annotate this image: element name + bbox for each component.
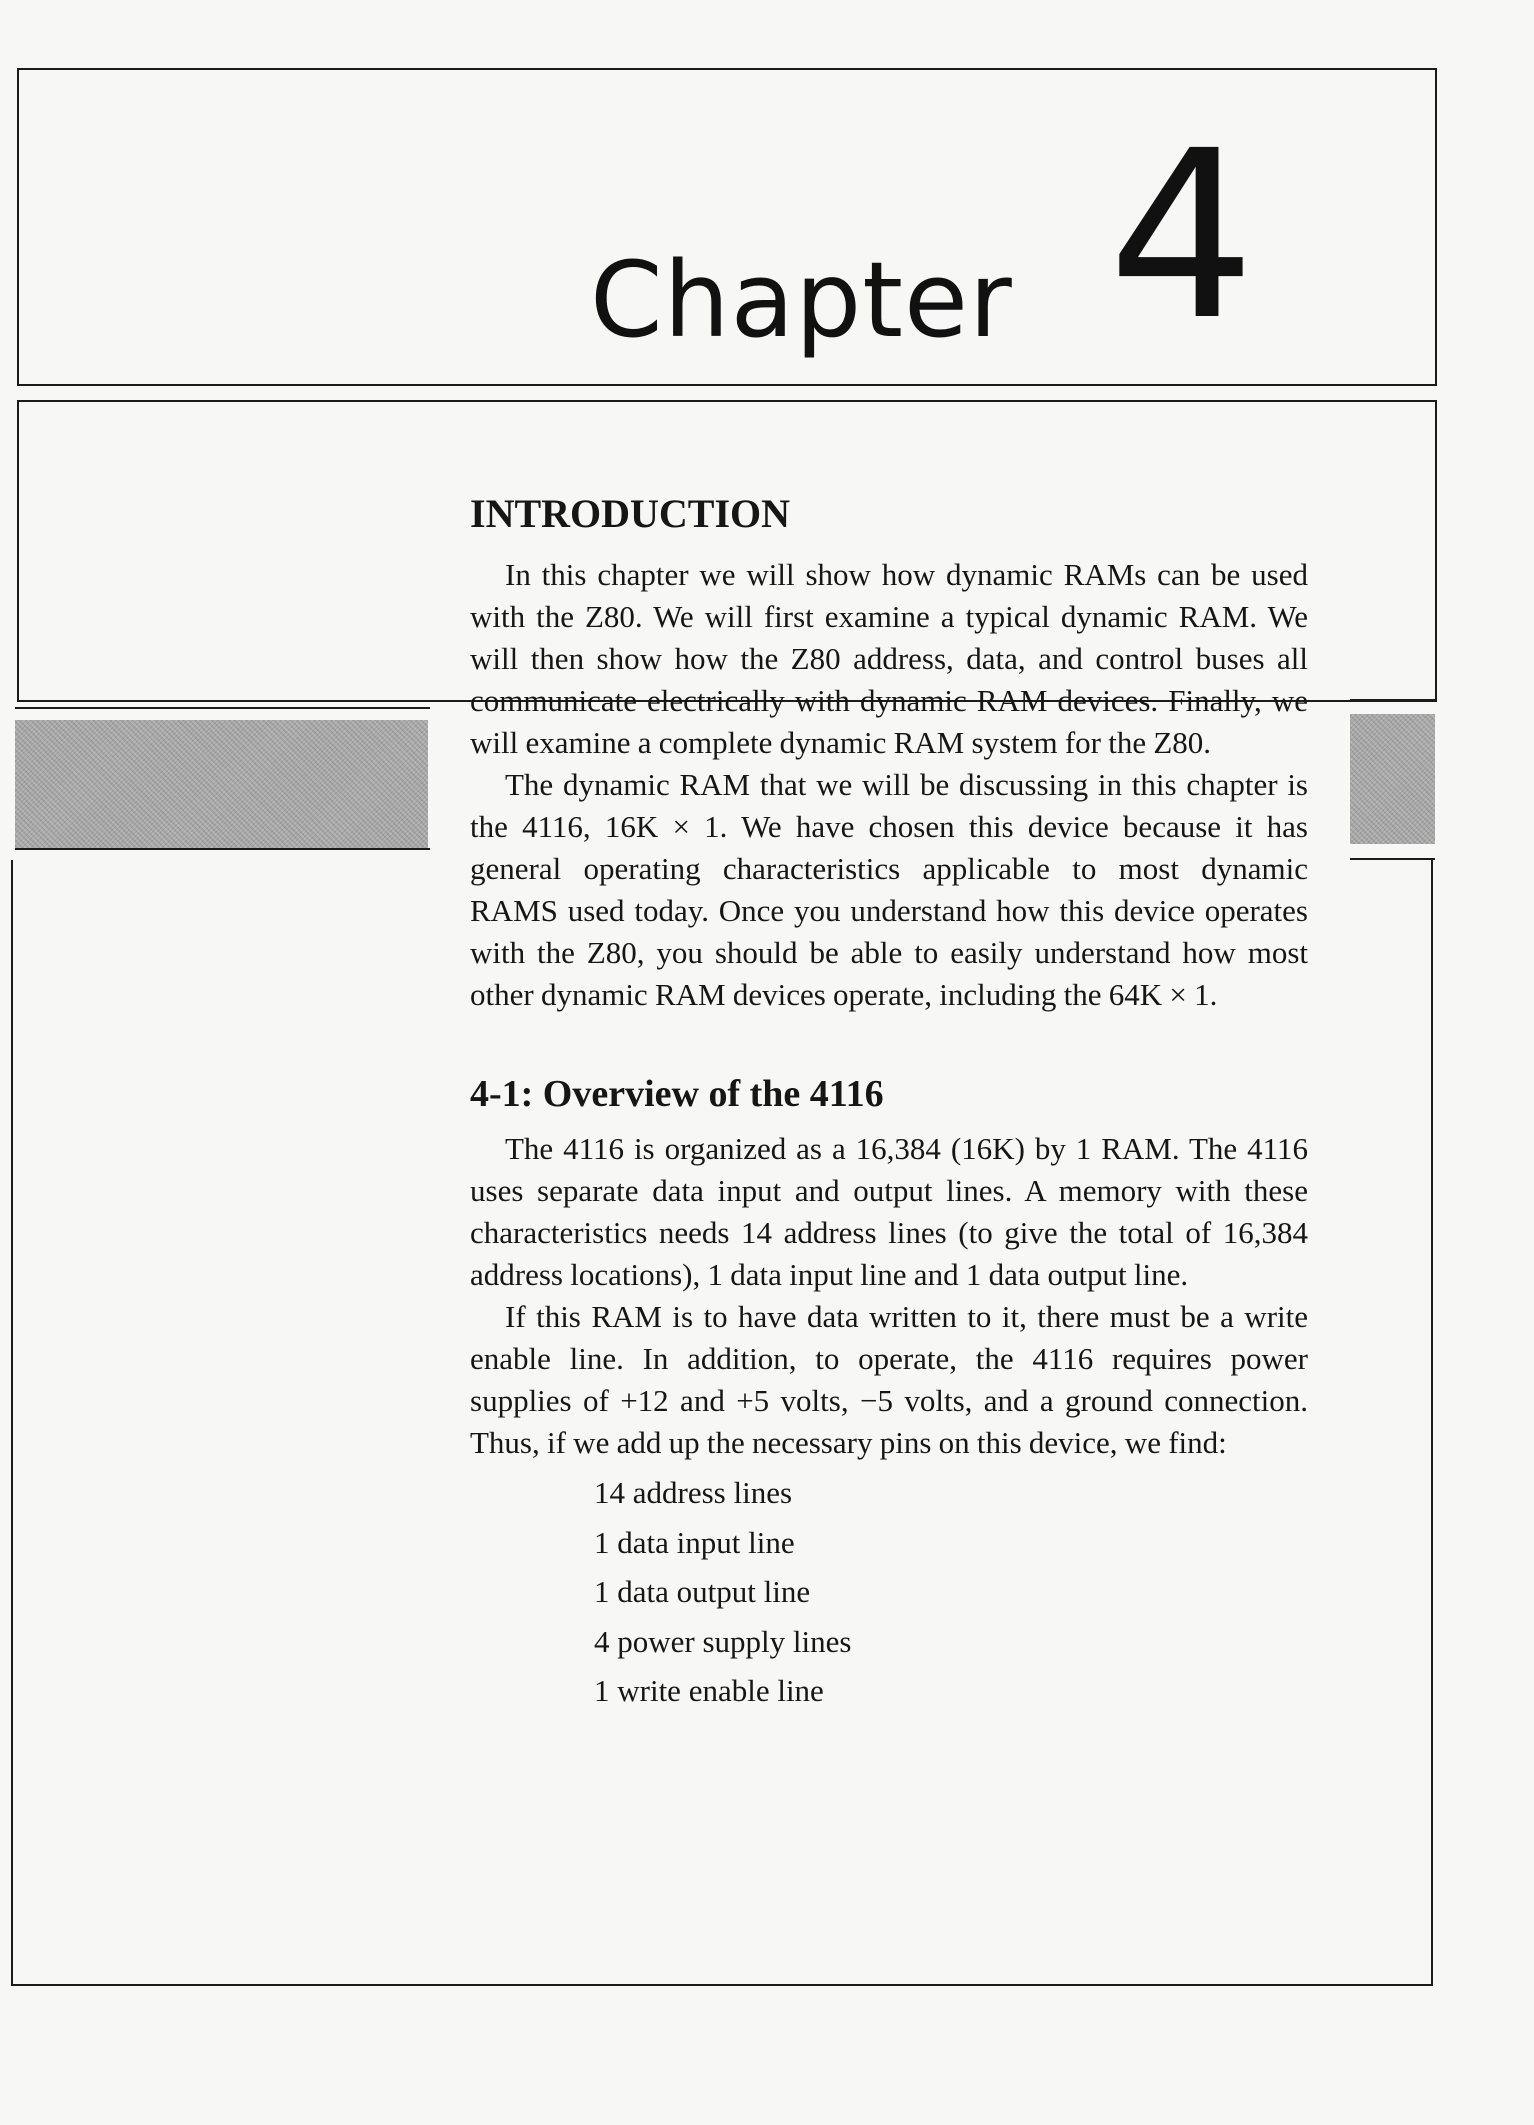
section-paragraph-2: If this RAM is to have data written to it, there must be a write enable line. In addition, to operate, the 4116 requires power supplies of +12 and +5 volts, −5 volts, and a ground connection. Thus, if we add up the necessary pins on this device, we find:	[470, 1299, 1308, 1460]
chapter-number: 4	[1108, 101, 1256, 371]
left-band-bottom-rule	[15, 848, 430, 850]
pin-list	[594, 1468, 1308, 1716]
left-band-top-rule	[15, 707, 430, 709]
pin-list-item: 14 address lines	[594, 1475, 793, 1510]
right-band-top-rule	[1350, 699, 1435, 701]
introduction-heading: INTRODUCTION	[470, 491, 791, 536]
right-gray-tab	[1350, 714, 1435, 844]
pin-list-item: 4 power supply lines	[594, 1623, 852, 1659]
intro-paragraph-2: The dynamic RAM that we will be discussing in this chapter is the 4116, 16K × 1. We have chosen this device because it has general operating characteristics applicable to most dynamic RAMS used today. Once you understand how this device operates with the Z80, you should be able to easily understand how most other dynamic RAM devices operate, including the 64K × 1.	[470, 767, 1308, 1012]
section-heading-4-1: 4-1: Overview of the 4116	[470, 1073, 884, 1115]
pin-list-item: 1 data output line	[594, 1574, 811, 1609]
left-gray-band	[15, 720, 428, 850]
section-paragraph-1: The 4116 is organized as a 16,384 (16K) by 1 RAM. The 4116 uses separate data input and output lines. A memory with these characteristics needs 14 address lines (to give the total of 16,384 address locations), 1 data input line and 1 data output line.	[470, 1131, 1308, 1292]
pin-list-item: 1 write enable line	[594, 1673, 824, 1708]
chapter-title-word: Chapter	[590, 239, 1013, 361]
text-column	[470, 490, 1308, 1716]
pin-list-item: 1 data input line	[594, 1524, 795, 1560]
intro-paragraph-1: In this chapter we will show how dynamic RAMs can be used with the Z80. We will first examine a typical dynamic RAM. We will then show how the Z80 address, data, and control buses all communicate electrically with dynamic RAM devices. Finally, we will examine a complete dynamic RAM system for the Z80.	[470, 557, 1308, 760]
right-band-bottom-rule	[1350, 858, 1435, 860]
